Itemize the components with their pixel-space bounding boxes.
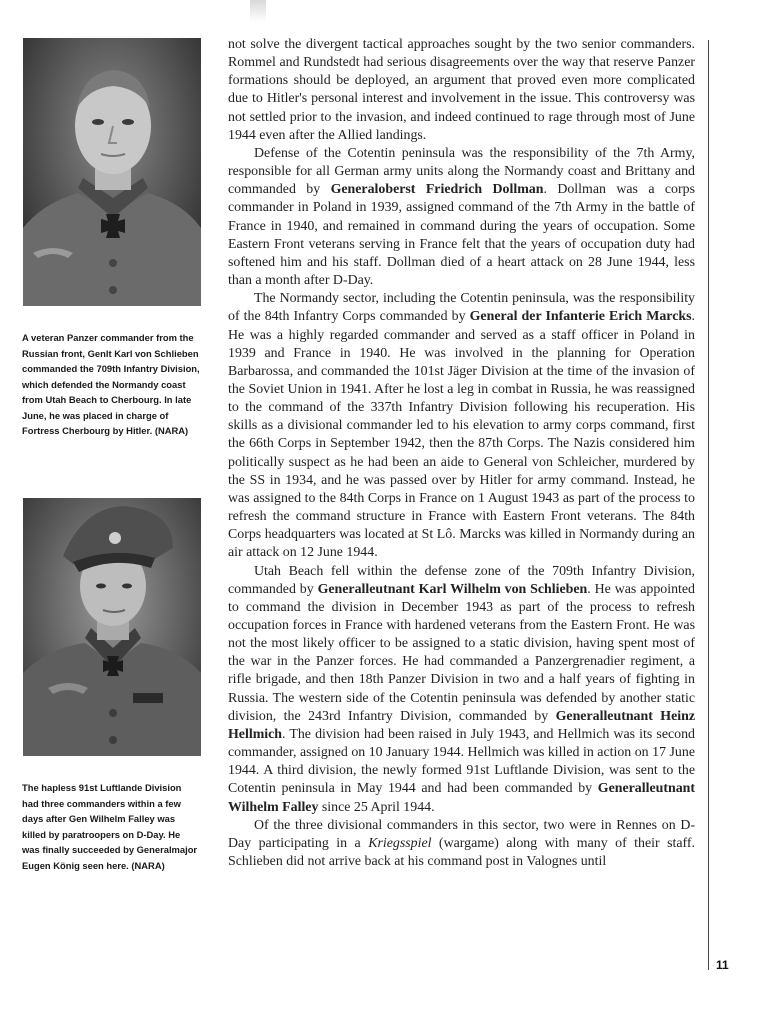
page-number: 11: [716, 958, 729, 972]
paragraph-2: Defense of the Cotentin peninsula was the responsibility of the 7th Army, responsible for all German army units along the Normandy coast and Brittany and commanded by Generaloberst Friedrich Dollman. Dollman was a corps commander in Poland in 1939, assigned command of the 7th Army in the battle of France in 1940, and remained in command during the years of occupation. Some Eastern Front veterans serving in France felt that the years of occupation duty had softened him and his staff. Dollman died of a heart attack on 28 June 1944, less than a month after D-Day.: [228, 145, 695, 289]
photo-caption-1: A veteran Panzer commander from the Russian front, Genlt Karl von Schlieben commanded the 709th Infantry Division, which defended the Normandy coast from Utah Beach to Cherbourg. In late June, he was placed in charge of Fortress Cherbourg by Hitler. (NARA): [22, 332, 200, 436]
photo-schlieben: [23, 38, 201, 306]
paragraph-5: Of the three divisional commanders in this sector, two were in Rennes on D-Day participating in a Kriegsspiel (wargame) along with many of their staff. Schlieben did not arrive back at his command post in Valognes until: [228, 817, 695, 870]
term-kriegsspiel: Kriegsspiel: [368, 835, 432, 851]
name-dollman: Generaloberst Friedrich Dollman: [330, 182, 544, 198]
name-schlieben: Generalleutnant Karl Wilhelm von Schlieben: [317, 581, 588, 597]
photo-caption-2: The hapless 91st Luftlande Division had three commanders within a few days after Gen Wilhelm Falley was killed by paratroopers on D-Day. He was finally succeeded by Generalmajor Eugen König seen here. (NARA): [22, 782, 198, 871]
name-marcks: General der Infanterie Erich Marcks: [469, 309, 692, 325]
paragraph-4: Utah Beach fell within the defense zone of the 709th Infantry Division, commanded by Generalleutnant Karl Wilhelm von Schlieben. He was appointed to command the division in December 1943 as part of the process to refresh occupation forces in France with hardened veterans from the Eastern Front. He was not the most likely officer to be assigned to a static division, having spent most of the war in the Panzer forces. He had commanded a Panzergrenadier regiment, a rifle brigade, and then 18th Panzer Division in two and a half years of fighting in Russia. The western side of the Cotentin peninsula was defended by another static division, the 243rd Infantry Division, commanded by Generalleutnant Heinz Hellmich. The division had been raised in July 1943, and Hellmich was its second commander, assigned on 10 January 1944. Hellmich was killed in action on 17 June 1944. A third division, the newly formed 91st Luftlande Division, was sent to the Cotentin peninsula in May 1944 and had been commanded by Generalleutnant Wilhelm Falley since 25 April 1944.: [228, 563, 696, 815]
scan-smudge: [250, 0, 266, 22]
photo-koenig: [23, 498, 201, 756]
paragraph-1: not solve the divergent tactical approaches sought by the two senior commanders. Rommel and Rundstedt had serious disagreements over the way that reserve Panzer formations should be deployed, an argument that proved even more complicated due to Hitler's personal interest and involvement in the issue. This controversy was not settled prior to the invasion, and indeed continued to rage through most of June 1944 even after the Allied landings.: [228, 37, 695, 143]
name-falley: Generalleutnant Wilhelm Falley: [228, 781, 695, 815]
body-text: [228, 36, 695, 871]
paragraph-3: The Normandy sector, including the Cotentin peninsula, was the responsibility of the 84th Infantry Corps commanded by General der Infanterie Erich Marcks. He was a highly regarded commander and served as a staff officer in Poland in 1939 and France in 1940. He was involved in the planning for Operation Barbarossa, and commanded the 101st Jäger Division at the time of the invasion of the Soviet Union in 1941. After he lost a leg in combat in Russia, he was reassigned to the command of the 337th Infantry Division following his recuperation. His skills as a divisional commander led to his elevation to army corps command, first the 66th Corps in September 1942, then the 87th Corps. The Nazis considered him politically suspect as he had been an aide to General von Schleicher, murdered by the SS in 1934, and he was passed over by Hitler for army command. Instead, he was assigned to the 84th Corps in France on 1 August 1943 as part of the process to refresh the command structure in France with Eastern Front veterans. The 84th Corps headquarters was located at St Lô. Marcks was killed in Normandy during an air attack on 12 June 1944.: [228, 291, 695, 561]
column-rule: [708, 40, 709, 970]
name-hellmich: Generalleutnant Heinz Hellmich: [228, 708, 696, 742]
